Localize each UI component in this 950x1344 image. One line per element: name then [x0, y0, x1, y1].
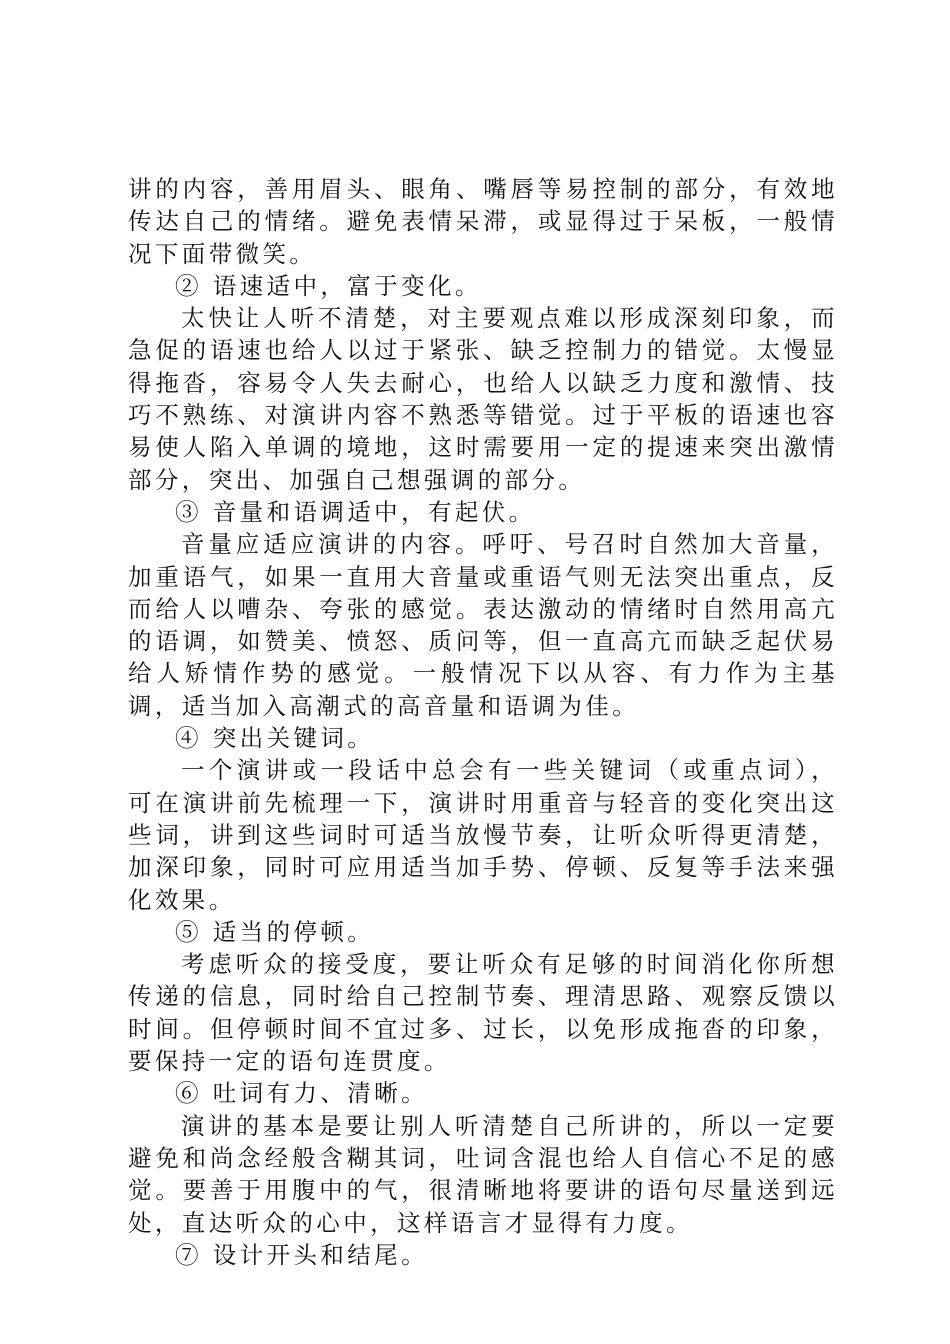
heading-opening-ending: ⑦ 设计开头和结尾。 — [175, 1240, 428, 1269]
paragraph-speech-rate: 太快让人听不清楚，对主要观点难以形成深刻印象，而急促的语速也给人以过于紧张、缺乏控制力的错觉。太慢显得拖沓，容易令人失去耐心，也给人以缺乏力度和激情、技巧不熟练、对演讲内容不熟悉等错觉。过于平板的语速也容易使人陷入单调的境地，这时需要用一定的提速来突出激情部分，突出、加强自己想强调的部分。 — [128, 304, 838, 494]
document-body — [128, 173, 838, 1271]
heading-pauses: ⑤ 适当的停顿。 — [175, 917, 375, 946]
paragraph-articulation: 演讲的基本是要让别人听清楚自己所讲的，所以一定要避免和尚念经般含糊其词，吐词含混也给人自信心不足的感觉。要善于用腹中的气，很清晰地将要讲的语句尽量送到远处，直达听众的心中，这样语言才显得有力度。 — [128, 1111, 838, 1237]
paragraph-volume-tone: 音量应适应演讲的内容。呼吁、号召时自然加大音量，加重语气，如果一直用大音量或重语气则无法突出重点，反而给人以嘈杂、夸张的感觉。表达激动的情绪时自然用高亢的语调，如赞美、愤怒、质问等，但一直高亢而缺乏起伏易给人矫情作势的感觉。一般情况下以从容、有力作为主基调，适当加入高潮式的高音量和语调为佳。 — [128, 530, 838, 720]
paragraph-facial-expression-tail: 讲的内容，善用眉头、眼角、嘴唇等易控制的部分，有效地传达自己的情绪。避免表情呆滞，或显得过于呆板，一般情况下面带微笑。 — [128, 175, 838, 268]
heading-keywords: ④ 突出关键词。 — [175, 724, 375, 753]
heading-volume-tone: ③ 音量和语调适中，有起伏。 — [175, 497, 536, 526]
paragraph-pauses: 考虑听众的接受度，要让听众有足够的时间消化你所想传递的信息，同时给自己控制节奏、理清思路、观察反馈以时间。但停顿时间不宜过多、过长，以免形成拖沓的印象，要保持一定的语句连贯度。 — [128, 950, 838, 1076]
paragraph-keywords: 一个演讲或一段话中总会有一些关键词（或重点词），可在演讲前先梳理一下，演讲时用重音与轻音的变化突出这些词，讲到这些词时可适当放慢节奏，让听众听得更清楚，加深印象，同时可应用适当加手势、停顿、反复等手法来强化效果。 — [128, 756, 838, 914]
heading-speech-rate: ② 语速适中，富于变化。 — [175, 271, 482, 300]
heading-articulation: ⑥ 吐词有力、清晰。 — [175, 1079, 428, 1108]
